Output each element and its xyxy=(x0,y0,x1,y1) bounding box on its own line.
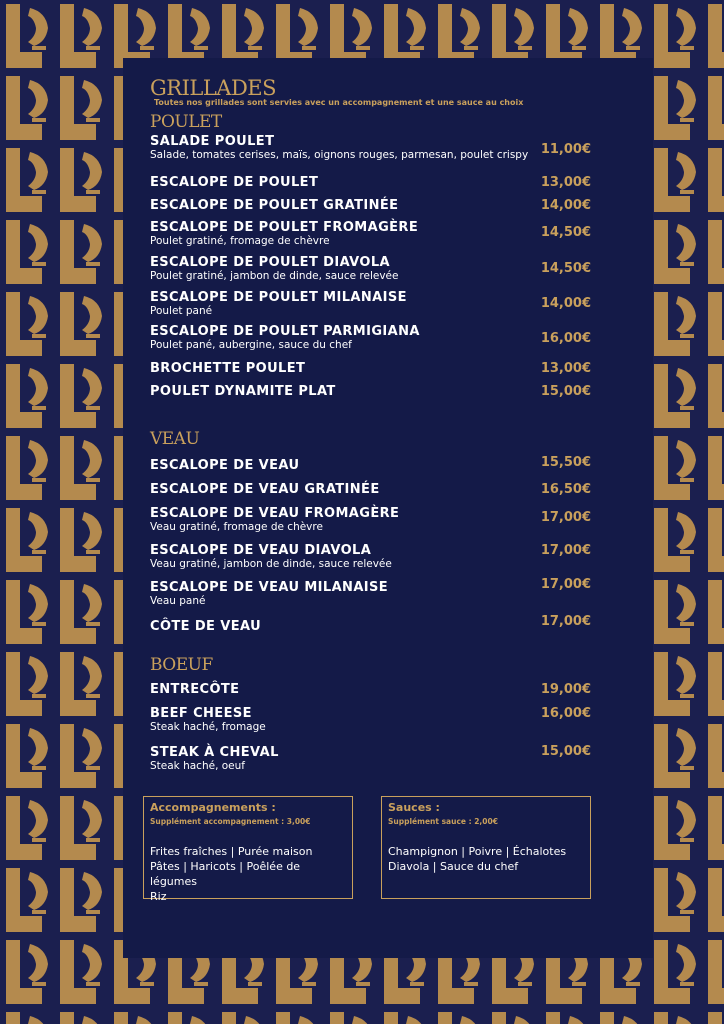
item-price: 16,00€ xyxy=(540,706,591,721)
item-name: ESCALOPE DE VEAU FROMAGÈRE xyxy=(150,506,400,521)
section-title-poulet: POULET xyxy=(150,112,222,132)
item-name: STEAK À CHEVAL xyxy=(150,745,279,760)
item-description: Veau gratiné, fromage de chèvre xyxy=(150,521,323,533)
item-name: ESCALOPE DE POULET DIAVOLA xyxy=(150,255,390,270)
item-description: Veau gratiné, jambon de dinde, sauce relevée xyxy=(150,558,392,570)
sauces-title: Sauces : xyxy=(388,801,440,814)
accompagnements-box xyxy=(143,796,353,903)
item-price: 14,00€ xyxy=(540,296,591,311)
item-price: 13,00€ xyxy=(540,361,591,376)
section-title-veau: VEAU xyxy=(150,429,200,449)
section-title-boeuf: BOEUF xyxy=(150,655,213,675)
accompagnements-list xyxy=(150,844,346,904)
item-price: 16,00€ xyxy=(540,331,591,346)
item-name: CÔTE DE VEAU xyxy=(150,619,262,634)
item-name: ESCALOPE DE POULET PARMIGIANA xyxy=(150,324,420,339)
item-name: ESCALOPE DE VEAU xyxy=(150,458,300,473)
item-price: 17,00€ xyxy=(540,577,591,592)
item-price: 14,00€ xyxy=(540,198,591,213)
page-subtitle: Toutes nos grillades sont servies avec un accompagnement et une sauce au choix xyxy=(154,98,524,107)
item-name: ESCALOPE DE POULET FROMAGÈRE xyxy=(150,220,419,235)
item-name: ESCALOPE DE VEAU GRATINÉE xyxy=(150,482,380,497)
item-price: 17,00€ xyxy=(540,614,591,629)
item-description: Salade, tomates cerises, maïs, oignons rouges, parmesan, poulet crispy xyxy=(150,149,529,161)
item-price: 14,50€ xyxy=(540,261,591,276)
item-price: 17,00€ xyxy=(540,510,591,525)
list-item: Frites fraîches | Purée maison xyxy=(150,845,313,858)
item-description: Veau pané xyxy=(150,595,206,607)
list-item: Champignon | Poivre | Échalotes xyxy=(388,845,567,858)
item-price: 15,00€ xyxy=(540,384,591,399)
item-description: Poulet pané xyxy=(150,305,213,317)
menu-content xyxy=(123,58,653,958)
item-name: SALADE POULET xyxy=(150,134,275,149)
item-price: 15,50€ xyxy=(540,455,591,470)
accompagnements-title: Accompagnements : xyxy=(150,801,276,814)
item-description: Poulet pané, aubergine, sauce du chef xyxy=(150,339,352,351)
item-description: Steak haché, oeuf xyxy=(150,760,245,772)
item-price: 11,00€ xyxy=(540,142,591,157)
item-description: Poulet gratiné, jambon de dinde, sauce relevée xyxy=(150,270,399,282)
item-description: Poulet gratiné, fromage de chèvre xyxy=(150,235,330,247)
list-item: Diavola | Sauce du chef xyxy=(388,860,519,873)
sauces-note: Supplément sauce : 2,00€ xyxy=(388,817,498,826)
item-name: ESCALOPE DE VEAU MILANAISE xyxy=(150,580,389,595)
item-price: 14,50€ xyxy=(540,225,591,240)
item-price: 13,00€ xyxy=(540,175,591,190)
sauces-list xyxy=(388,844,584,874)
list-item: Pâtes | Haricots | Poêlée de légumes xyxy=(150,860,301,888)
item-name: ENTRECÔTE xyxy=(150,682,240,697)
item-description: Steak haché, fromage xyxy=(150,721,266,733)
item-price: 17,00€ xyxy=(540,543,591,558)
item-name: POULET DYNAMITE PLAT xyxy=(150,384,336,399)
accompagnements-note: Supplément accompagnement : 3,00€ xyxy=(150,817,311,826)
item-price: 15,00€ xyxy=(540,744,591,759)
item-name: ESCALOPE DE POULET MILANAISE xyxy=(150,290,407,305)
page-title: GRILLADES xyxy=(150,76,276,100)
item-price: 19,00€ xyxy=(540,682,591,697)
item-name: ESCALOPE DE POULET GRATINÉE xyxy=(150,198,399,213)
item-price: 16,50€ xyxy=(540,482,591,497)
list-item: Riz xyxy=(150,890,167,903)
item-name: ESCALOPE DE POULET xyxy=(150,175,319,190)
sauces-box xyxy=(381,796,591,899)
item-name: BEEF CHEESE xyxy=(150,706,252,721)
item-name: ESCALOPE DE VEAU DIAVOLA xyxy=(150,543,372,558)
item-name: BROCHETTE POULET xyxy=(150,361,306,376)
